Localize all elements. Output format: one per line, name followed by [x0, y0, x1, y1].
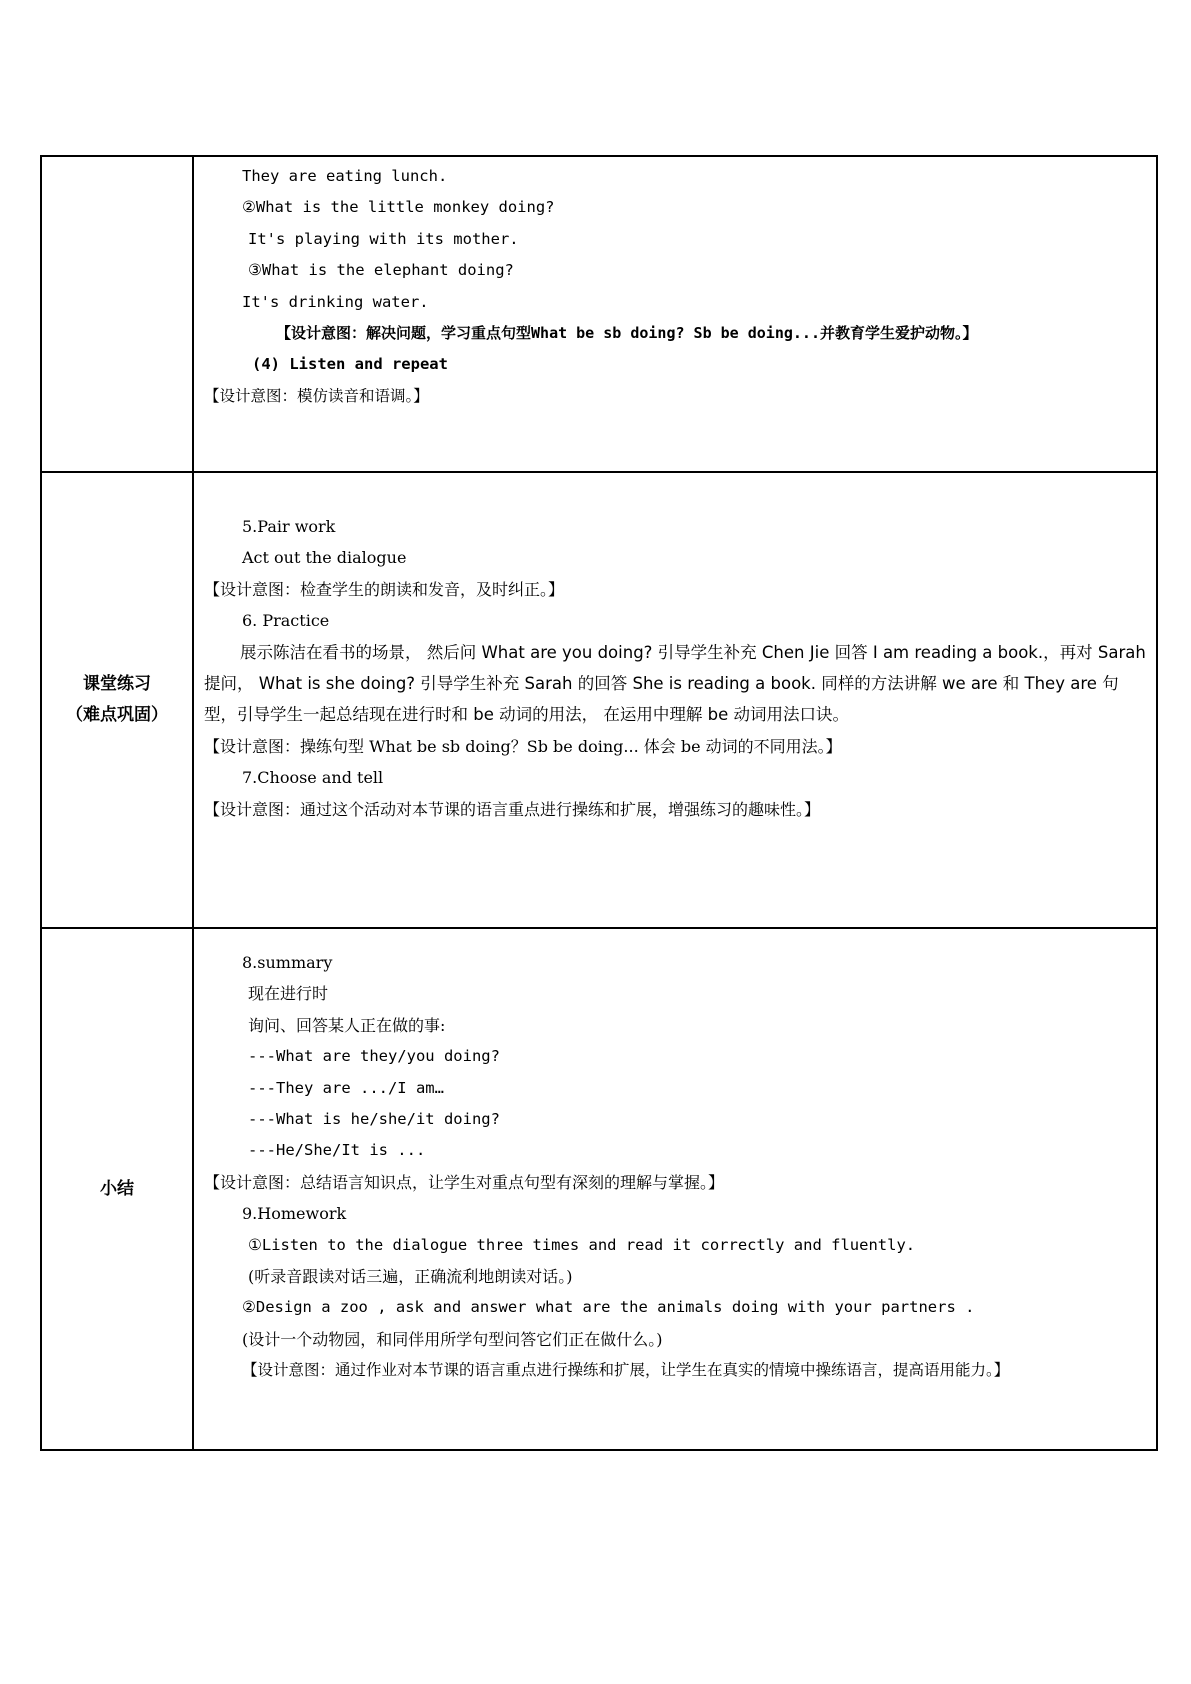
table-row [41, 928, 1157, 1450]
row-label [41, 928, 193, 1450]
row-content [193, 156, 1157, 472]
text-line: ③What is the elephant doing? [248, 261, 514, 280]
text-line: It's drinking water. [242, 292, 429, 311]
section-heading: 9.Homework [242, 1204, 347, 1224]
row-content [193, 472, 1157, 928]
section-heading: (4) Listen and repeat [252, 355, 448, 374]
section-heading: 7.Choose and tell [242, 768, 384, 788]
row-label-title: 小结 [100, 1178, 134, 1199]
text-line: Act out the dialogue [242, 548, 407, 568]
design-intent: 【设计意图：操练句型 What be sb doing？Sb be doing... 体会 be 动词的不同用法。】 [204, 736, 842, 756]
text-line: ---What are they/you doing? [248, 1047, 500, 1066]
design-intent: 【设计意图：通过作业对本节课的语言重点进行操练和扩展，让学生在真实的情境中操练语言，提高语用能力。】 [242, 1361, 1010, 1380]
row-label-title: 课堂练习 [83, 674, 151, 694]
paragraph: 展示陈洁在看书的场景， 然后问 What are you doing? 引导学生补充 Chen Jie 回答 I am reading a book.，再对 Sarah 提问， What is she doing? 引导学生补充 Sarah 的回答 She is reading a book. 同样的方法讲解 we are 和 They are 句型，引导学生一起总结现在进行时和 be 动词的用法， 在运用中理解 be 动词用法口诀。 [204, 642, 1146, 725]
table-row [41, 472, 1157, 928]
text-line: ---What is he/she/it doing? [248, 1110, 500, 1129]
design-intent: 【设计意图：检查学生的朗读和发音，及时纠正。】 [204, 579, 565, 599]
design-intent: 【设计意图：解决问题，学习重点句型What be sb doing? Sb be doing...并教育学生爱护动物。】 [276, 324, 978, 343]
row-label-subtitle: （难点巩固） [66, 705, 168, 725]
section-heading: 6. Practice [242, 611, 330, 631]
table-row [41, 156, 1157, 472]
section-heading: 5.Pair work [242, 517, 336, 536]
text-line: ①Listen to the dialogue three times and read it correctly and fluently. [248, 1235, 916, 1254]
design-intent: 【设计意图：模仿读音和语调。】 [204, 386, 429, 405]
design-intent: 【设计意图：通过这个活动对本节课的语言重点进行操练和扩展，增强练习的趣味性。】 [204, 799, 821, 819]
design-intent: 【设计意图：总结语言知识点，让学生对重点句型有深刻的理解与掌握。】 [204, 1172, 725, 1192]
text-line: ②Design a zoo , ask and answer what are the animals doing with your partners . [242, 1298, 975, 1317]
text-line: ---They are .../I am… [248, 1078, 444, 1097]
text-line: They are eating lunch. [242, 167, 448, 185]
text-line: ②What is the little monkey doing? [242, 198, 555, 217]
row-label-empty [41, 156, 193, 472]
row-content [193, 928, 1157, 1450]
text-line: (设计一个动物园，和同伴用所学句型问答它们正在做什么。) [242, 1329, 663, 1349]
text-line: 询问、回答某人正在做的事: [248, 1015, 446, 1035]
text-line: It's playing with its mother. [248, 229, 519, 248]
section-heading: 8.summary [242, 953, 333, 972]
row-label [41, 472, 193, 928]
text-line: 现在进行时 [248, 984, 329, 1004]
text-line: ---He/She/It is ... [248, 1141, 426, 1160]
lesson-plan-table [40, 155, 1158, 1451]
text-line: (听录音跟读对话三遍，正确流利地朗读对话。) [248, 1267, 573, 1287]
